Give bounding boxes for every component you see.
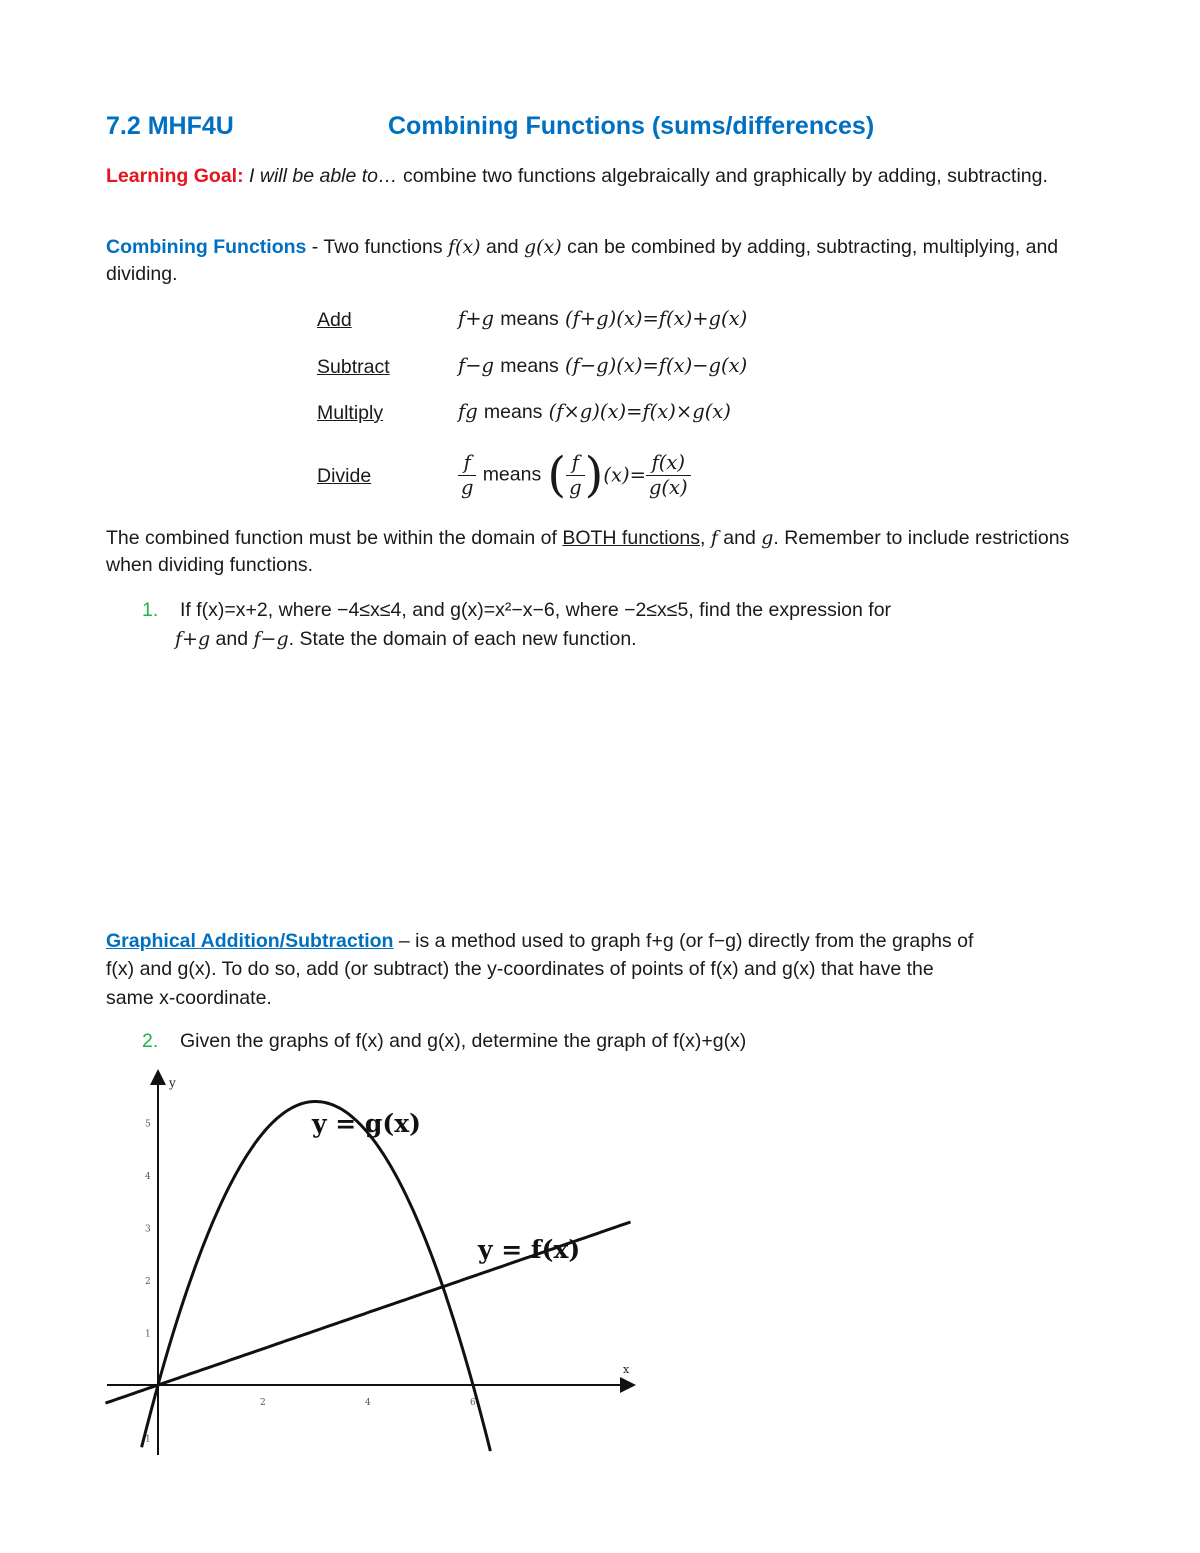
learning-goal-text: combine two functions algebraically and graphically by adding, subtracting. [402,165,1048,187]
domain-note-both: BOTH functions [562,527,700,549]
y-tick-label: 4 [145,1172,151,1182]
learning-goal-lead: I will be able to… [249,165,398,187]
y-tick-label: 1 [145,1434,151,1445]
op-add-short: f+g [458,307,495,330]
y-tick-label: 5 [145,1119,151,1130]
domain-note-c: . Remember to include restrictions when dividing functions. [106,527,1070,576]
domain-note-f: f [710,527,718,549]
graphical-text-1: – is a method used to graph f+g (or f−g) directly from the graphs of [393,930,974,952]
divide-rhs-mid: (x)= [603,463,646,487]
x-tick-label: 2 [260,1398,266,1408]
definition-f: f(x) [448,236,481,258]
q2-text: Given the graphs of f(x) and g(x), determine the graph of f(x)+g(x) [180,1030,747,1052]
divide-frac-rhs: $\frac{f(x)}{g(x)}$ [646,451,691,500]
op-multiply-short: fg [458,400,478,423]
op-subtract-short: f−g [458,354,495,377]
q1-and: and [210,628,254,650]
op-divide-expr: $\frac{f}{g}$ means ( $\frac{f}{g}$ )(x)= $\frac{f(x)}{g(x)}$ [458,447,691,503]
x-axis-label: x [623,1363,630,1376]
y-tick-label: 2 [145,1277,151,1287]
q1-state: . State the domain of each new function. [288,628,637,650]
definition-g: g(x) [523,236,562,258]
g-curve-label: y = g(x) [312,1109,421,1138]
definition-term: Combining Functions [106,236,307,258]
y-tick-label: 3 [145,1224,151,1235]
op-add-full: (f+g)(x)=f(x)+g(x) [564,307,748,330]
x-tick-label: 6 [470,1398,476,1408]
divide-frac-lhs: $\frac{f}{g}$ [458,451,476,500]
definition-and: and [480,236,524,258]
f-line-label: y = f(x) [478,1235,581,1264]
definition-text-a: - Two functions [306,236,449,258]
q1-fminusg: f−g [253,628,289,650]
x-tick-label: 4 [365,1398,371,1408]
graphical-term: Graphical Addition/Subtraction [106,930,394,952]
q2-number: 2. [142,1030,159,1052]
page-title: Combining Functions (sums/differences) [388,112,875,140]
definition-text-b: can be combined by adding, subtracting, multiplying, and dividing. [106,236,1059,285]
q1-line1: If f(x)=x+2, where −4≤x≤4, and g(x)=x²−x−6, where −2≤x≤5, find the expression for [180,599,892,621]
op-subtract-full: (f−g)(x)=f(x)−g(x) [564,354,748,377]
q1-number: 1. [142,599,159,621]
learning-goal-label: Learning Goal: [106,165,244,187]
domain-note-g: g [761,527,774,549]
op-multiply-label: Multiply [317,402,384,424]
graphical-line3: same x-coordinate. [106,987,272,1009]
q1-fplusg: f+g [175,628,211,650]
divide-frac-inner: $\frac{f}{g}$ [566,451,584,500]
graphical-line2: f(x) and g(x). To do so, add (or subtract) the y-coordinates of points of f(x) and g(x) that have the [106,958,934,980]
op-add-means: means [500,308,559,330]
op-subtract-means: means [500,355,559,377]
op-divide-means: means [482,463,542,486]
op-multiply-means: means [483,401,543,423]
op-subtract-label: Subtract [317,356,390,378]
course-code: 7.2 MHF4U [106,112,234,140]
op-divide-label: Divide [317,465,372,487]
domain-note-and: and [717,527,762,549]
domain-note-a: The combined function must be within the domain of [106,527,563,549]
g-curve [142,1102,491,1452]
op-multiply-full: (f×g)(x)=f(x)×g(x) [548,400,731,423]
y-axis-label: y [169,1076,176,1090]
domain-note-b: , [699,527,711,549]
op-add-label: Add [317,309,352,331]
y-tick-label: 1 [145,1329,151,1340]
